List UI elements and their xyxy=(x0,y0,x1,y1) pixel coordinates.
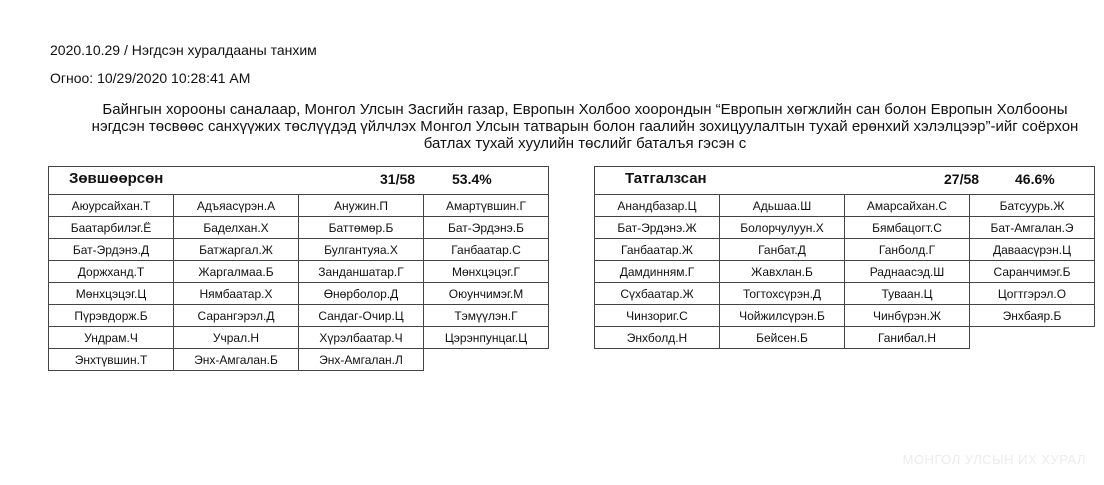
session-date-venue: 2020.10.29 / Нэгдсэн хуралдааны танхим xyxy=(50,42,317,58)
member-name-cell: Баттөмөр.Б xyxy=(299,217,424,239)
table-row xyxy=(49,305,549,327)
member-name-cell: Учрал.Н xyxy=(174,327,299,349)
member-name-cell: Мөнхцэцэг.Ц xyxy=(49,283,174,305)
member-name-cell: Энхбаяр.Б xyxy=(970,305,1095,327)
member-name-cell: Сарангэрэл.Д xyxy=(174,305,299,327)
table-row xyxy=(595,217,1095,239)
member-name-cell: Сүхбаатар.Ж xyxy=(595,283,720,305)
member-name-cell: Өнөрболор.Д xyxy=(299,283,424,305)
table-row xyxy=(49,283,549,305)
votes-against-header xyxy=(595,167,1095,195)
member-name-cell: Жавхлан.Б xyxy=(720,261,845,283)
member-name-cell: Амартүвшин.Г xyxy=(424,195,549,217)
member-name-cell: Баатарбилэг.Ё xyxy=(49,217,174,239)
member-name-cell: Ундрам.Ч xyxy=(49,327,174,349)
votes-for-percent: 53.4% xyxy=(452,171,492,187)
member-name-cell: Занданшатар.Г xyxy=(299,261,424,283)
member-name-cell: Саранчимэг.Б xyxy=(970,261,1095,283)
member-name-cell: Адьшаа.Ш xyxy=(720,195,845,217)
votes-against-table xyxy=(594,166,1095,349)
table-row xyxy=(595,239,1095,261)
member-name-cell: Болорчулуун.Х xyxy=(720,217,845,239)
member-name-cell: Доржханд.Т xyxy=(49,261,174,283)
table-row xyxy=(595,327,1095,349)
member-name-cell: Нямбаатар.Х xyxy=(174,283,299,305)
member-name-cell: Ганбаатар.Ж xyxy=(595,239,720,261)
member-name-cell: Чойжилсүрэн.Б xyxy=(720,305,845,327)
member-name-cell: Тогтохсүрэн.Д xyxy=(720,283,845,305)
member-name-cell: Ганболд.Г xyxy=(845,239,970,261)
votes-against-title: Татгалзсан xyxy=(625,170,707,187)
table-row xyxy=(595,283,1095,305)
member-name-cell: Батжаргал.Ж xyxy=(174,239,299,261)
member-name-cell: Бат-Эрдэнэ.Д xyxy=(49,239,174,261)
motion-description: Байнгын хорооны саналаар, Монгол Улсын Засгийн газар, Европын Холбоо хоорондын “Европын хөгжлийн сан болон Европын Холбооны нэгдсэн төсвөөс санхүүжих төслүүдэд үйлчлэх Монгол Улсын татварын болон гаалийн зохицуулалтын тухай ерөнхий хэлэлцээр”-ийг соёрхон батлах тухай хуулийн төслийг баталъя гэсэн с xyxy=(91,101,1079,152)
member-name-cell: Энх-Амгалан.Б xyxy=(174,349,299,371)
table-row xyxy=(49,239,549,261)
watermark: МОНГОЛ УЛСЫН ИХ ХУРАЛ xyxy=(902,452,1086,467)
member-name-cell: Энхтүвшин.Т xyxy=(49,349,174,371)
member-name-cell: Ганбаатар.С xyxy=(424,239,549,261)
empty-cell xyxy=(970,327,1095,349)
member-name-cell: Чинбүрэн.Ж xyxy=(845,305,970,327)
member-name-cell: Бат-Амгалан.Э xyxy=(970,217,1095,239)
member-name-cell: Раднаасэд.Ш xyxy=(845,261,970,283)
member-name-cell: Тэмүүлэн.Г xyxy=(424,305,549,327)
member-name-cell: Ганбат.Д xyxy=(720,239,845,261)
member-name-cell: Адъяасүрэн.А xyxy=(174,195,299,217)
table-row xyxy=(595,261,1095,283)
member-name-cell: Жаргалмаа.Б xyxy=(174,261,299,283)
member-name-cell: Батсуурь.Ж xyxy=(970,195,1095,217)
member-name-cell: Бат-Эрдэнэ.Б xyxy=(424,217,549,239)
vote-timestamp: Огноо: 10/29/2020 10:28:41 AM xyxy=(50,70,251,86)
votes-against-percent: 46.6% xyxy=(1015,171,1055,187)
member-name-cell: Туваан.Ц xyxy=(845,283,970,305)
member-name-cell: Даваасүрэн.Ц xyxy=(970,239,1095,261)
votes-for-count: 31/58 xyxy=(380,171,416,187)
member-name-cell: Аюурсайхан.Т xyxy=(49,195,174,217)
empty-cell xyxy=(424,349,549,371)
table-row xyxy=(49,349,549,371)
votes-against-count: 27/58 xyxy=(944,171,980,187)
member-name-cell: Хүрэлбаатар.Ч xyxy=(299,327,424,349)
votes-against-body xyxy=(595,195,1095,349)
table-row xyxy=(49,195,549,217)
member-name-cell: Анужин.П xyxy=(299,195,424,217)
member-name-cell: Чинзориг.С xyxy=(595,305,720,327)
member-name-cell: Дамдинням.Г xyxy=(595,261,720,283)
table-row xyxy=(49,217,549,239)
table-row xyxy=(49,261,549,283)
table-row xyxy=(49,327,549,349)
member-name-cell: Анандбазар.Ц xyxy=(595,195,720,217)
votes-for-title: Зөвшөөрсөн xyxy=(69,170,164,187)
member-name-cell: Энх-Амгалан.Л xyxy=(299,349,424,371)
member-name-cell: Энхболд.Н xyxy=(595,327,720,349)
member-name-cell: Баделхан.Х xyxy=(174,217,299,239)
table-row xyxy=(595,305,1095,327)
member-name-cell: Амарсайхан.С xyxy=(845,195,970,217)
votes-for-table xyxy=(48,166,549,371)
member-name-cell: Мөнхцэцэг.Г xyxy=(424,261,549,283)
table-row xyxy=(595,195,1095,217)
member-name-cell: Бат-Эрдэнэ.Ж xyxy=(595,217,720,239)
member-name-cell: Бямбацогт.С xyxy=(845,217,970,239)
member-name-cell: Пүрэвдорж.Б xyxy=(49,305,174,327)
votes-for-body xyxy=(49,195,549,371)
votes-for-header xyxy=(49,167,549,195)
member-name-cell: Оюунчимэг.М xyxy=(424,283,549,305)
member-name-cell: Бейсен.Б xyxy=(720,327,845,349)
member-name-cell: Цогтгэрэл.О xyxy=(970,283,1095,305)
member-name-cell: Булгантуяа.Х xyxy=(299,239,424,261)
member-name-cell: Цэрэнпунцаг.Ц xyxy=(424,327,549,349)
member-name-cell: Сандаг-Очир.Ц xyxy=(299,305,424,327)
member-name-cell: Ганибал.Н xyxy=(845,327,970,349)
